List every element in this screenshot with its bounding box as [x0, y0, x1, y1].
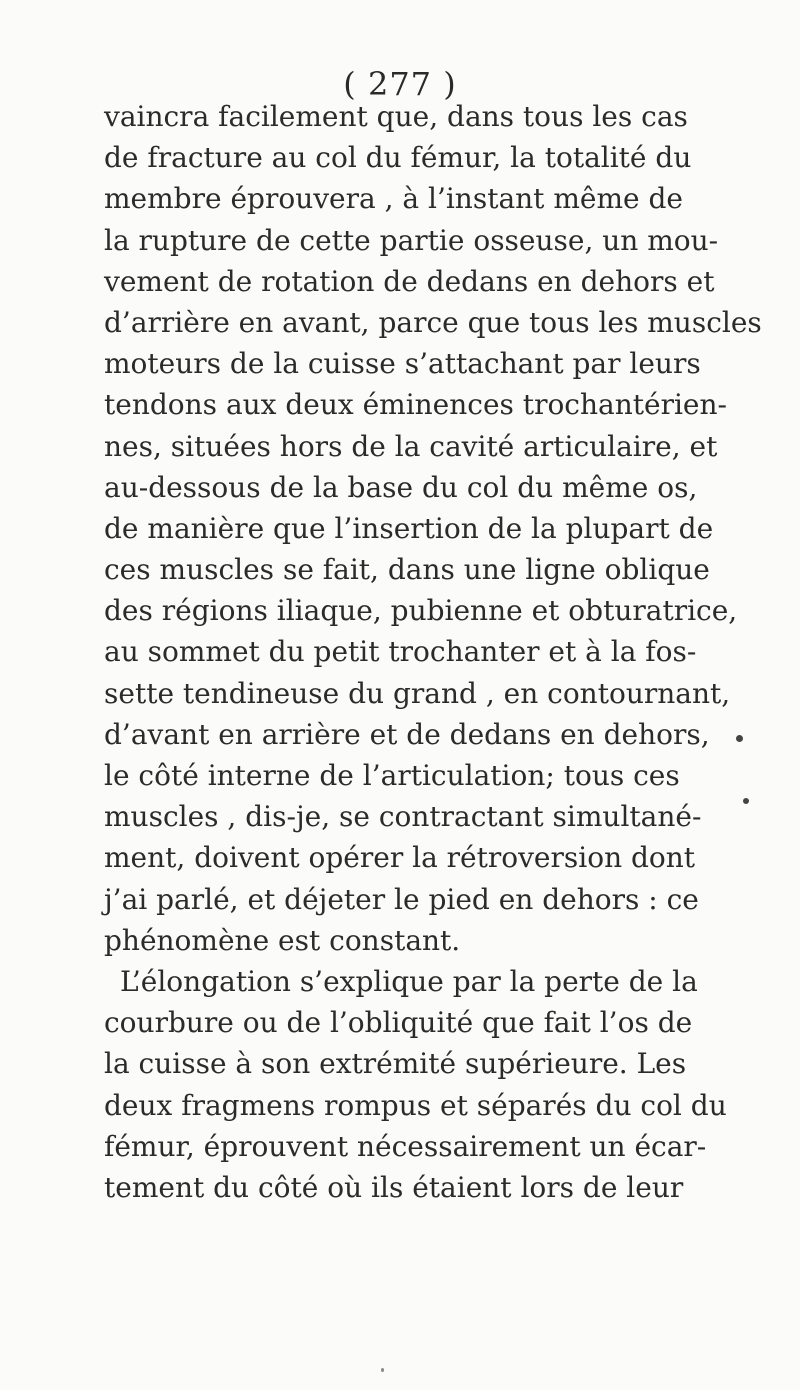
- text-line: d’arrière en avant, parce que tous les muscles: [104, 305, 762, 339]
- text-line: tement du côté où ils étaient lors de leur: [104, 1170, 684, 1204]
- text-line: d’avant en arrière et de dedans en dehors,: [104, 717, 710, 751]
- text-line: ment, doivent opérer la rétroversion dont: [104, 841, 696, 875]
- text-line: vaincra facilement que, dans tous les cas: [104, 100, 688, 133]
- text-line: moteurs de la cuisse s’attachant par leurs: [104, 347, 701, 381]
- text-line: nes, situées hors de la cavité articulaire, et: [104, 429, 718, 463]
- text-line: sette tendineuse du grand , en contournant,: [104, 676, 731, 710]
- text-line: vement de rotation de dedans en dehors et: [104, 264, 715, 298]
- body-text: [104, 96, 762, 1208]
- text-line: des régions iliaque, pubienne et obturatrice,: [104, 594, 738, 628]
- text-line: de fracture au col du fémur, la totalité du: [104, 141, 692, 175]
- text-line: fémur, éprouvent nécessairement un écar-: [104, 1129, 707, 1163]
- text-line: le côté interne de l’articulation; tous ces: [104, 759, 680, 792]
- text-line: au sommet du petit trochanter et à la fos-: [104, 635, 697, 669]
- text-line: de manière que l’insertion de la plupart de: [104, 511, 714, 545]
- ink-speck: [381, 1368, 384, 1372]
- text-line: membre éprouvera , à l’instant même de: [104, 182, 683, 216]
- paragraph-start-line: L’élongation s’explique par la perte de la: [120, 964, 698, 998]
- text-line: au-dessous de la base du col du même os,: [104, 470, 698, 504]
- text-line: muscles , dis-je, se contractant simultané-: [104, 800, 702, 834]
- paragraph-end-line: phénomène est constant.: [104, 923, 461, 957]
- text-line: ces muscles se fait, dans une ligne oblique: [104, 553, 710, 587]
- text-line: tendons aux deux éminences trochantérien-: [104, 388, 727, 422]
- text-line: courbure ou de l’obliquité que fait l’os de: [104, 1006, 693, 1040]
- ink-speck: [743, 798, 749, 804]
- ink-speck: [736, 735, 743, 742]
- page-number: ( 277 ): [343, 65, 457, 103]
- text-line: la cuisse à son extrémité supérieure. Les: [104, 1047, 687, 1081]
- text-line: la rupture de cette partie osseuse, un mou-: [104, 223, 719, 257]
- text-line: j’ai parlé, et déjeter le pied en dehors : ce: [104, 882, 699, 916]
- text-line: deux fragmens rompus et séparés du col du: [104, 1088, 727, 1122]
